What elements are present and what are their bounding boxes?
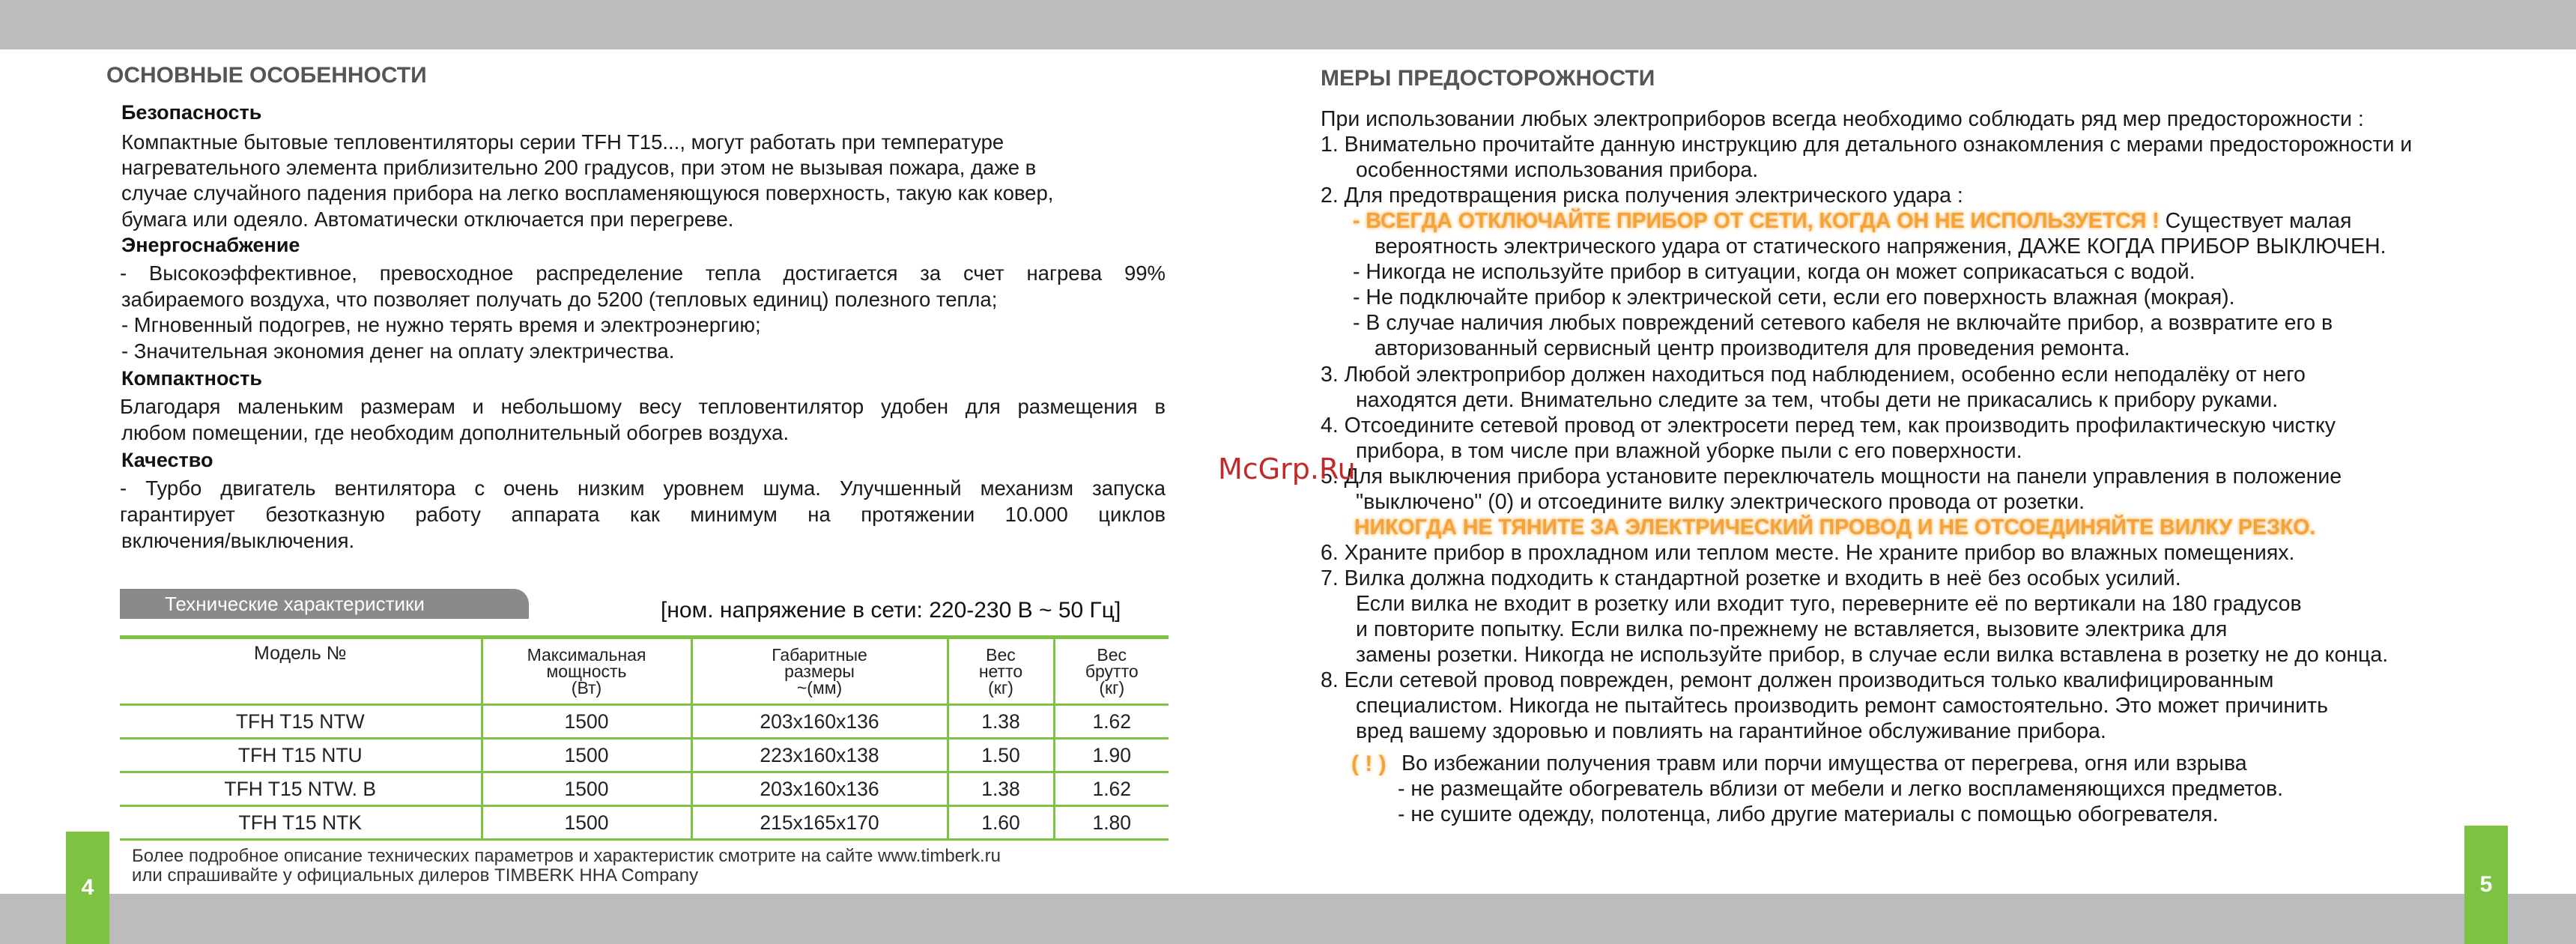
header-power: Максимальная мощность (Вт): [482, 638, 691, 705]
item-1-cont: особенностями использования прибора.: [1356, 158, 1759, 182]
exclamation-icon: ( ! ): [1351, 751, 1387, 776]
energy-line: - Значительная экономия денег на оплату электричества.: [121, 339, 675, 363]
warning-cord: НИКОГДА НЕ ТЯНИТЕ ЗА ЭЛЕКТРИЧЕСКИЙ ПРОВОД И НЕ ОТСОЕДИНЯЙТЕ ВИЛКУ РЕЗКО.: [1354, 515, 2316, 539]
cell-size: 223х160х138: [691, 739, 948, 772]
cell-net: 1.38: [948, 705, 1054, 739]
item-3: 3. Любой электроприбор должен находиться под наблюдением, особенно если неподалёку от него: [1321, 363, 2306, 387]
intro-line: При использовании любых электроприборов всегда необходимо соблюдать ряд мер предосторожности :: [1321, 107, 2364, 131]
quality-line: включения/выключения.: [121, 529, 355, 552]
item-4-cont: прибора, в том числе при влажной уборке пыли с его поверхности.: [1356, 439, 2022, 463]
cell-model: TFH T15 NTW: [235, 709, 365, 733]
cell-model: TFH T15 NTU: [237, 743, 363, 766]
compact-line: любом помещении, где необходим дополнительный обогрев воздуха.: [121, 421, 790, 444]
compact-title: Компактность: [121, 367, 262, 390]
safety-line: бумага или одеяло. Автоматически отключается при перегреве.: [121, 208, 734, 231]
note-line: - не сушите одежду, полотенца, либо другие материалы с помощью обогревателя.: [1398, 802, 2219, 826]
item-2-cont: вероятность электрического удара от статического напряжения, ДАЖЕ КОГДА ПРИБОР ВЫКЛЮЧЕН.: [1375, 235, 2386, 258]
table-header-row: [120, 638, 1169, 705]
cell-gross: 1.80: [1054, 806, 1169, 840]
item-2: 2. Для предотвращения риска получения электрического удара :: [1321, 184, 1963, 208]
cell-model: TFH T15 NTK: [238, 811, 362, 834]
quality-line: - Турбо двигатель вентилятора с очень низким уровнем шума. Улучшенный механизм запуска: [120, 476, 1166, 500]
item-2-bullet: - В случае наличия любых повреждений сетевого кабеля не включайте прибор, а возвратите его в: [1353, 311, 2333, 335]
spec-tab: Технические характеристики: [120, 589, 529, 619]
spec-table: [120, 635, 1169, 841]
left-heading: ОСНОВНЫЕ ОСОБЕННОСТИ: [106, 63, 427, 88]
item-7: 7. Вилка должна подходить к стандартной розетке и входить в неё без особых усилий.: [1321, 566, 2181, 590]
right-heading: МЕРЫ ПРЕДОСТОРОЖНОСТИ: [1321, 66, 1655, 91]
table-row: [120, 772, 1169, 806]
item-7-cont: Если вилка не входит в розетку или входит туго, переверните её по вертикали на 180 градусов: [1356, 592, 2302, 616]
energy-line: - Высокоэффективное, превосходное распределение тепла достигается за счет нагрева 99%: [120, 261, 1166, 285]
energy-line: - Мгновенный подогрев, не нужно терять время и электроэнергию;: [121, 313, 761, 336]
safety-line: случае случайного падения прибора на легко воспламеняющуюся поверхность, такую как ковер,: [121, 181, 1054, 205]
table-row: [120, 705, 1169, 739]
item-3-cont: находятся дети. Внимательно следите за тем, чтобы дети не прикасались к прибору руками.: [1356, 388, 2279, 412]
item-8-cont: специалистом. Никогда не пытайтесь производить ремонт самостоятельно. Это может причинить: [1356, 694, 2328, 718]
cell-net: 1.60: [948, 806, 1054, 840]
table-row: [120, 739, 1169, 772]
header-model: Модель №: [254, 643, 347, 664]
top-band: [0, 0, 2576, 49]
page-number-left: 4: [66, 832, 109, 944]
cell-gross: 1.90: [1054, 739, 1169, 772]
header-size: Габаритные размеры ~(мм): [691, 638, 948, 705]
cell-net: 1.50: [948, 739, 1054, 772]
item-8: 8. Если сетевой провод поврежден, ремонт должен производиться только квалифицированным: [1321, 668, 2274, 692]
energy-line: забираемого воздуха, что позволяет получать до 5200 (тепловых единиц) полезного тепла;: [121, 288, 998, 311]
item-8-cont: вред вашему здоровью и повлиять на гарантийное обслуживание прибора.: [1356, 719, 2106, 743]
footnote-line: или спрашивайте у официальных дилеров TIMBERK HHA Company: [132, 865, 699, 886]
item-2-bullet-cont: авторизованный сервисный центр производителя для проведения ремонта.: [1375, 336, 2130, 360]
compact-line: Благодаря маленьким размерам и небольшому весу тепловентилятор удобен для размещения в: [120, 395, 1166, 418]
item-5-cont: "выключено" (0) и отсоедините вилку электрического провода от розетки.: [1356, 490, 2085, 514]
energy-title: Энергоснабжение: [121, 234, 300, 256]
cell-gross: 1.62: [1054, 705, 1169, 739]
note-line: - не размещайте обогреватель вблизи от мебели и легко воспламеняющихся предметов.: [1398, 777, 2284, 801]
cell-power: 1500: [482, 705, 691, 739]
page-number-right: 5: [2464, 826, 2508, 944]
cell-power: 1500: [482, 739, 691, 772]
item-2-bullet: - Не подключайте прибор к электрической сети, если его поверхность влажная (мокрая).: [1353, 285, 2235, 309]
cell-net: 1.38: [948, 772, 1054, 806]
quality-title: Качество: [121, 449, 213, 471]
safety-line: Компактные бытовые тепловентиляторы серии TFH T15..., могут работать при температуре: [121, 130, 1004, 154]
voltage-note: [ном. напряжение в сети: 220-230 В ~ 50 Гц]: [661, 598, 1121, 623]
cell-size: 215х165х170: [691, 806, 948, 840]
note-line: Во избежании получения травм или порчи имущества от перегрева, огня или взрыва: [1401, 751, 2247, 775]
item-7-cont: и повторите попытку. Если вилка по-прежнему не вставляется, вызовите электрика для: [1356, 617, 2228, 641]
item-2-bullet: - Никогда не используйте прибор в ситуации, когда он может соприкасаться с водой.: [1353, 260, 2195, 284]
table-row: [120, 806, 1169, 840]
cell-power: 1500: [482, 772, 691, 806]
cell-model: TFH T15 NTW. B: [224, 777, 377, 800]
safety-title: Безопасность: [121, 101, 262, 124]
item-5: 5. Для выключения прибора установите переключатель мощности на панели управления в положение: [1321, 465, 2342, 488]
warning-unplug: ВСЕГДА ОТКЛЮЧАЙТЕ ПРИБОР ОТ СЕТИ, КОГДА ОН НЕ ИСПОЛЬЗУЕТСЯ !: [1366, 209, 2160, 233]
watermark: McGrp.Ru: [1218, 453, 1356, 485]
cell-power: 1500: [482, 806, 691, 840]
cell-gross: 1.62: [1054, 772, 1169, 806]
item-4: 4. Отсоедините сетевой провод от электросети перед тем, как производить профилактическую чистку: [1321, 414, 2336, 438]
warning-tail: Существует малая: [2159, 209, 2352, 233]
header-net-weight: Вес нетто (кг): [948, 638, 1054, 705]
safety-line: нагревательного элемента приблизительно 200 градусов, при этом не вызывая пожара, даже в: [121, 156, 1037, 179]
cell-size: 203х160х136: [691, 705, 948, 739]
quality-line: гарантирует безотказную работу аппарата как минимум на протяжении 10.000 циклов: [120, 503, 1166, 526]
bottom-band: [0, 894, 2576, 944]
warning-line: - ВСЕГДА ОТКЛЮЧАЙТЕ ПРИБОР ОТ СЕТИ, КОГДА ОН НЕ ИСПОЛЬЗУЕТСЯ ! Существует малая: [1353, 209, 2352, 233]
item-7-cont: замены розетки. Никогда не используйте прибор, в случае если вилка вставлена в розетку не до конца.: [1356, 643, 2389, 667]
footnote-line: Более подробное описание технических параметров и характеристик смотрите на сайте www.timberk.ru: [132, 846, 1001, 866]
header-gross-weight: Вес брутто (кг): [1054, 638, 1169, 705]
item-6: 6. Храните прибор в прохладном или теплом месте. Не храните прибор во влажных помещениях.: [1321, 541, 2295, 565]
cell-size: 203х160х136: [691, 772, 948, 806]
item-1: 1. Внимательно прочитайте данную инструкцию для детального ознакомления с мерами предосторожности и: [1321, 133, 2413, 157]
